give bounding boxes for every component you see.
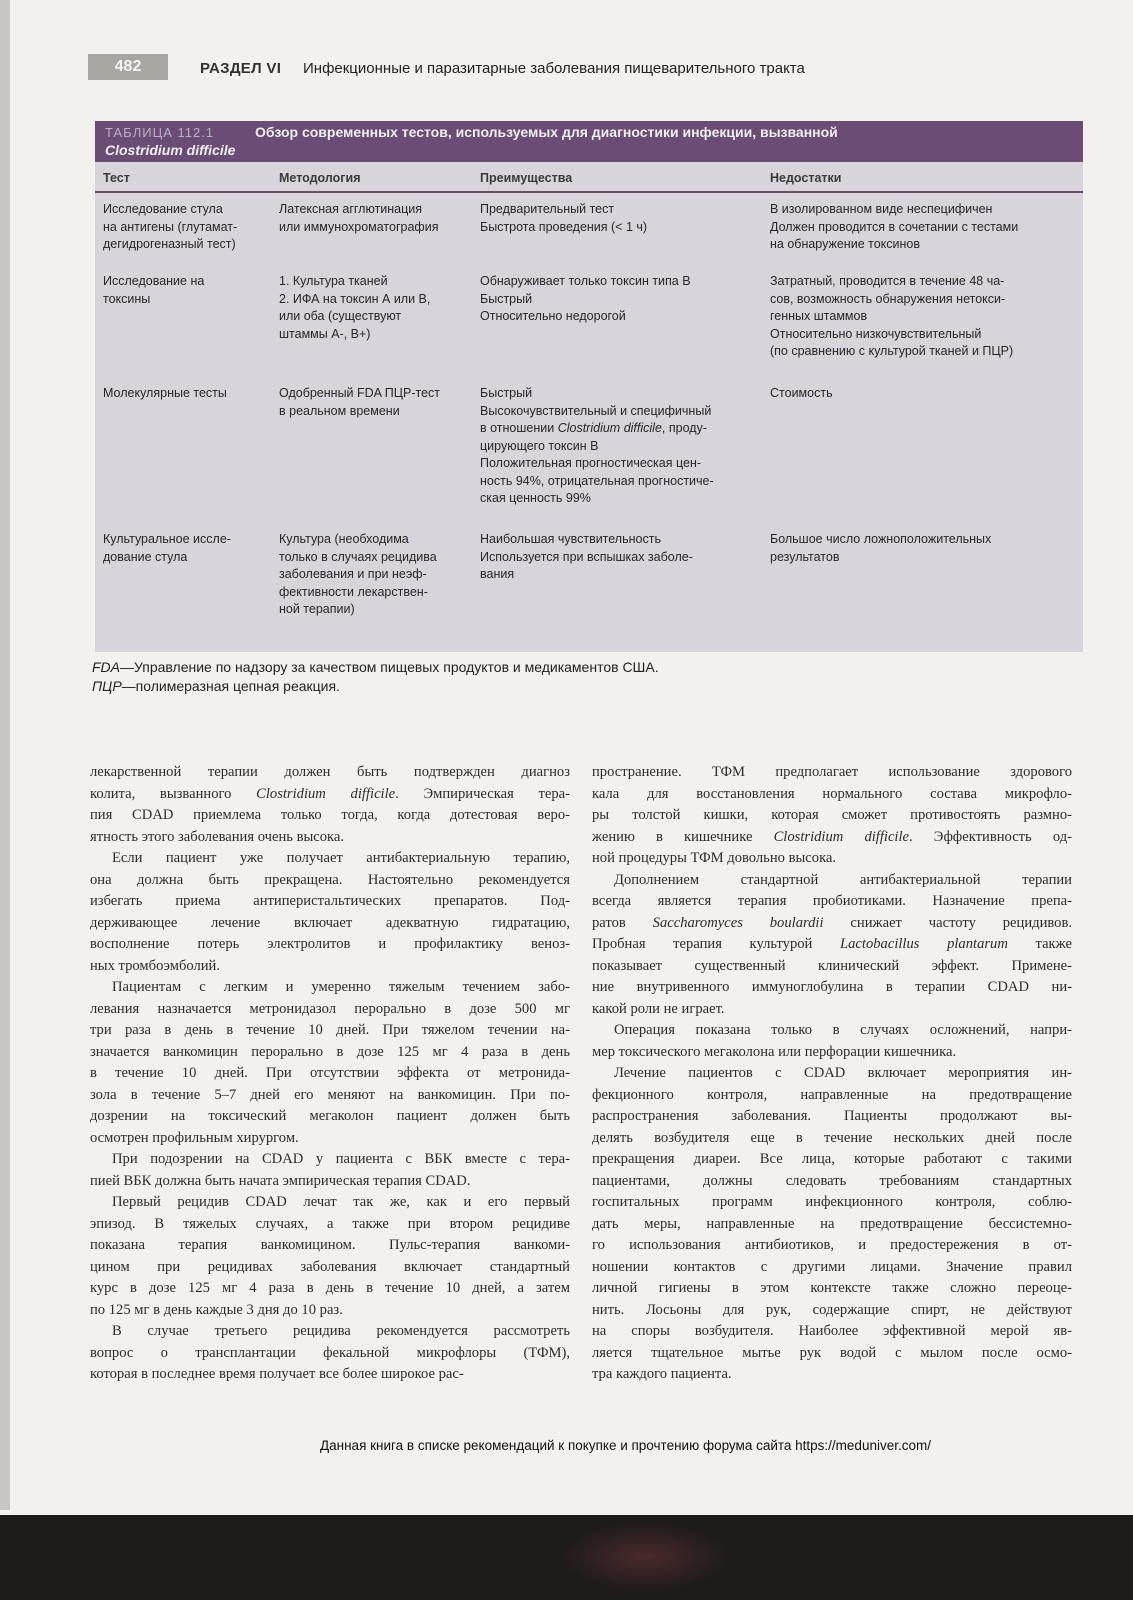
text-line: ных тромбоэмболий. (90, 957, 221, 974)
cell-line: Быстрый (480, 386, 533, 400)
text-line: Пациентам с легким и умеренно тяжелым течением забо- (112, 979, 570, 995)
text-line: пространение. ТФМ предполагает использование здорового (592, 764, 1072, 780)
cell-line: 2. ИФА на токсин А или В, (279, 291, 431, 306)
text-line: нить. Лосьоны для рук, содержащие спирт, не действуют (592, 1301, 1072, 1318)
text-line: личной гигиены в этом контексте также сложно переоце- (592, 1280, 1072, 1296)
text-line: пия CDAD приемлема только тогда, когда дотестовая веро- (90, 807, 570, 823)
column-header-cons: Недостатки (770, 171, 842, 185)
text-line: по 125 мг в день каждые 3 дня до 10 раз. (90, 1301, 343, 1318)
cell-line: Одобренный FDA ПЦР-тест (279, 386, 441, 400)
cell-line: цирующего токсин В (480, 438, 599, 453)
cell-line: на антигены (глутамат- (103, 219, 238, 234)
cell-line: В изолированном виде неспецифичен (770, 202, 993, 216)
text-line: В случае третьего рецидива рекомендуется рассмотреть (112, 1323, 570, 1339)
text-line: дозрении на токсический мегаколон пациент должен быть (90, 1108, 570, 1124)
table-header-rule (95, 191, 1083, 193)
text-line: Первый рецидив CDAD лечат так же, как и его первый (112, 1194, 570, 1210)
text-line: делять возбудителя еще в течение нескольких дней после (592, 1129, 1072, 1146)
table-cell-cons (770, 385, 833, 403)
table-cell-method (279, 273, 430, 343)
table-cell-pros (480, 531, 693, 584)
cell-line: Быстрый (480, 291, 533, 306)
column-header-pros: Преимущества (480, 171, 573, 185)
footnote: ПЦР—полимеразная цепная реакция. (92, 678, 340, 694)
table-cell-test (103, 273, 204, 308)
text-line: ры толстой кишки, которая сможет противостоять размно- (592, 807, 1072, 823)
text-line: дать меры, направленные на предотвращение бессистемно- (592, 1215, 1072, 1232)
body-paragraph (90, 762, 570, 848)
page-number: 482 (88, 54, 168, 80)
text-line: показана терапия ванкомицином. Пульс-терапия ванкоми- (90, 1237, 570, 1253)
cell-line: Относительно низкочувствительный (770, 326, 982, 341)
scan-shadow-highlight (560, 1522, 730, 1592)
text-line: восполнение потерь электролитов и профилактику веноз- (90, 936, 570, 952)
text-line: ятность этого заболевания очень высока. (90, 828, 345, 845)
cell-line: ность 94%, отрицательная прогностиче- (480, 473, 714, 488)
text-line: эпизод. В тяжелых случаях, а также при втором рецидиве (90, 1215, 570, 1232)
text-line: левания назначается метронидазол перорально в дозе 500 мг (90, 1000, 570, 1017)
text-line: Лечение пациентов с CDAD включает мероприятия ин- (614, 1065, 1072, 1081)
text-line: показывает существенный клинический эффект. Примене- (592, 957, 1072, 974)
text-line: госпитальных программ инфекционного контроля, соблю- (592, 1194, 1072, 1210)
cell-line: сов, возможность обнаружения нетокси- (770, 291, 1006, 306)
cell-line: дование стула (103, 549, 188, 564)
cell-line: Стоимость (770, 386, 833, 400)
cell-line: Используется при вспышках заболе- (480, 549, 693, 564)
cell-line: Исследование стула (103, 202, 223, 216)
cell-line: на обнаружение токсинов (770, 237, 920, 251)
cell-line: или иммунохроматография (279, 219, 439, 234)
cell-line: ной терапии) (279, 602, 355, 616)
text-line: на споры возбудителя. Наиболее эффективной мерой яв- (592, 1323, 1072, 1339)
table-header-bar (95, 121, 1083, 162)
body-paragraph (592, 1020, 1072, 1063)
text-line: При подозрении на CDAD у пациента с ВБК вместе с тера- (112, 1151, 570, 1167)
table-cell-cons (770, 531, 991, 566)
body-paragraph (592, 870, 1072, 1021)
text-line: держивающее лечение включает адекватную гидратацию, (90, 914, 570, 931)
body-paragraph (592, 762, 1072, 870)
text-line: прекращения диареи. Все лица, которые работают с такими (592, 1151, 1072, 1167)
cell-line: Предварительный тест (480, 202, 615, 216)
cell-line: Наибольшая чувствительность (480, 532, 661, 546)
table-cell-cons (770, 273, 1013, 361)
text-line: избегать приема антиперистальтических препаратов. Под- (90, 893, 570, 909)
cell-line: Относительно недорогой (480, 309, 626, 323)
body-column-left (90, 762, 570, 1386)
cell-line: дегидрогеназный тест) (103, 237, 236, 251)
text-line: она должна быть прекращена. Настоятельно рекомендуется (90, 871, 570, 888)
text-line: пациентами, должны следовать требованиям стандартных (592, 1172, 1072, 1189)
cell-line: Затратный, проводится в течение 48 ча- (770, 274, 1005, 288)
table-footnotes (92, 658, 659, 696)
cell-line: результатов (770, 549, 840, 564)
text-line: значается ванкомицин перорально в дозе 125 мг 4 раза в день (90, 1043, 570, 1060)
body-paragraph (592, 1063, 1072, 1386)
cell-line: фективности лекарствен- (279, 584, 428, 599)
text-line: осмотрен профильным хирургом. (90, 1129, 299, 1146)
table-cell-method (279, 201, 438, 236)
cell-line: Латексная агглютинация (279, 202, 423, 216)
body-paragraph (90, 1192, 570, 1321)
cell-line: (по сравнению с культурой тканей и ПЦР) (770, 344, 1014, 358)
text-line: цином при рецидивах заболевания включает стандартный (90, 1258, 570, 1275)
cell-line: Положительная прогностическая цен- (480, 456, 702, 470)
cell-line: в отношении Clostridium difficile, проду- (480, 421, 707, 435)
cell-line: Культуральное иссле- (103, 532, 231, 546)
table-112-1 (95, 121, 1083, 652)
cell-line: только в случаях рецидива (279, 549, 437, 564)
page-left-edge (0, 0, 10, 1510)
body-column-right (592, 762, 1072, 1386)
cell-line: Должен проводится в сочетании с тестами (770, 219, 1019, 234)
text-line: колита, вызванного Clostridium difficile. Эмпирическая тера- (90, 785, 570, 802)
text-line: зола в течение 5–7 дней его меняют на ванкомицин. При по- (90, 1086, 570, 1103)
text-line: пией ВБК должна быть начата эмпирическая терапия CDAD. (90, 1172, 471, 1189)
table-title: Обзор современных тестов, используемых для диагностики инфекции, вызванной (255, 124, 838, 140)
text-line: жению в кишечнике Clostridium difficile. Эффективность од- (592, 828, 1072, 845)
text-line: в течение 10 дней. При отсутствии эффекта от метронида- (90, 1065, 570, 1081)
text-line: курс в дозе 125 мг 4 раза в день в течение 10 дней, а затем (90, 1280, 570, 1296)
body-paragraph (90, 977, 570, 1149)
cell-line: токсины (103, 291, 151, 306)
text-line: фекционного контроля, направленные на предотвращение (592, 1086, 1072, 1103)
table-cell-pros (480, 385, 714, 508)
text-line: мер токсического мегаколона или перфорации кишечника. (592, 1043, 957, 1060)
cell-line: штаммы А-, В+) (279, 326, 371, 341)
cell-line: ская ценность 99% (480, 491, 591, 505)
cell-line: 1. Культура тканей (279, 274, 388, 288)
text-line: Пробная терапия культурой Lactobacillus plantarum также (592, 936, 1072, 952)
text-line: лекарственной терапии должен быть подтвержден диагноз (90, 764, 570, 780)
table-cell-pros (480, 201, 647, 236)
text-line: ношении контактов с другими лицами. Значение правил (592, 1258, 1072, 1275)
text-line: которая в последнее время получает все более широкое рас- (90, 1366, 464, 1382)
text-line: ной процедуры ТФМ довольно высока. (592, 850, 837, 866)
text-line: какой роли не играет. (592, 1000, 725, 1017)
cell-line: или оба (существуют (279, 309, 402, 323)
page-header (88, 50, 1088, 82)
cell-line: заболевания и при неэф- (279, 567, 427, 581)
text-line: ние внутривенного иммуноглобулина в терапии CDAD ни- (592, 979, 1072, 995)
text-line: тра каждого пациента. (592, 1366, 732, 1382)
text-line: кала для восстановления нормального состава микрофло- (592, 785, 1072, 802)
table-cell-pros (480, 273, 691, 326)
section-label: РАЗДЕЛ VI (200, 60, 282, 77)
text-line: Если пациент уже получает антибактериальную терапию, (112, 850, 570, 866)
table-cell-test (103, 201, 237, 254)
cell-line: Быстрота проведения (< 1 ч) (480, 219, 648, 234)
text-line: Дополнением стандартной антибактериальной терапии (614, 871, 1072, 888)
body-paragraph (90, 1149, 570, 1192)
text-line: Операция показана только в случаях осложнений, напри- (614, 1022, 1072, 1038)
column-header-method: Методология (279, 171, 361, 185)
text-line: го использования антибиотиков, и предостережения в от- (592, 1237, 1072, 1253)
cell-line: Культура (необходима (279, 532, 409, 546)
cell-line: Исследование на (103, 274, 205, 288)
text-line: ратов Saccharomyces boulardii снижает частоту рецидивов. (592, 914, 1072, 931)
table-cell-test (103, 385, 227, 403)
table-cell-cons (770, 201, 1018, 254)
cell-line: вания (480, 567, 515, 581)
text-line: распространения заболевания. Пациенты продолжают вы- (592, 1108, 1072, 1124)
cell-line: в реальном времени (279, 403, 400, 418)
text-line: три раза в день в течение 10 дней. При тяжелом течении на- (90, 1022, 570, 1038)
column-header-test: Тест (103, 171, 130, 185)
body-paragraph (90, 848, 570, 977)
cell-line: генных штаммов (770, 309, 868, 323)
table-label: ТАБЛИЦА 112.1 (105, 125, 215, 140)
cell-line: Обнаруживает только токсин типа В (480, 274, 691, 288)
promo-footer: Данная книга в списке рекомендаций к покупке и прочтению форума сайта https://meduniver.com/ (320, 1438, 931, 1453)
table-title-organism: Clostridium difficile (105, 142, 236, 158)
body-paragraph (90, 1321, 570, 1386)
text-line: вопрос о трансплантации фекальной микрофлоры (ТФМ), (90, 1344, 570, 1361)
cell-line: Большое число ложноположительных (770, 532, 992, 546)
footnote: FDA—Управление по надзору за качеством пищевых продуктов и медикаментов США. (92, 659, 659, 675)
table-cell-method (279, 385, 440, 420)
text-line: всегда является терапия пробиотиками. Назначение препа- (592, 893, 1072, 909)
text-line: ляется тщательное мытье рук водой с мылом после осмо- (592, 1344, 1072, 1361)
table-cell-method (279, 531, 437, 619)
cell-line: Молекулярные тесты (103, 386, 227, 400)
section-title: Инфекционные и паразитарные заболевания пищеварительного тракта (303, 60, 805, 77)
table-cell-test (103, 531, 231, 566)
cell-line: Высокочувствительный и специфичный (480, 403, 712, 418)
